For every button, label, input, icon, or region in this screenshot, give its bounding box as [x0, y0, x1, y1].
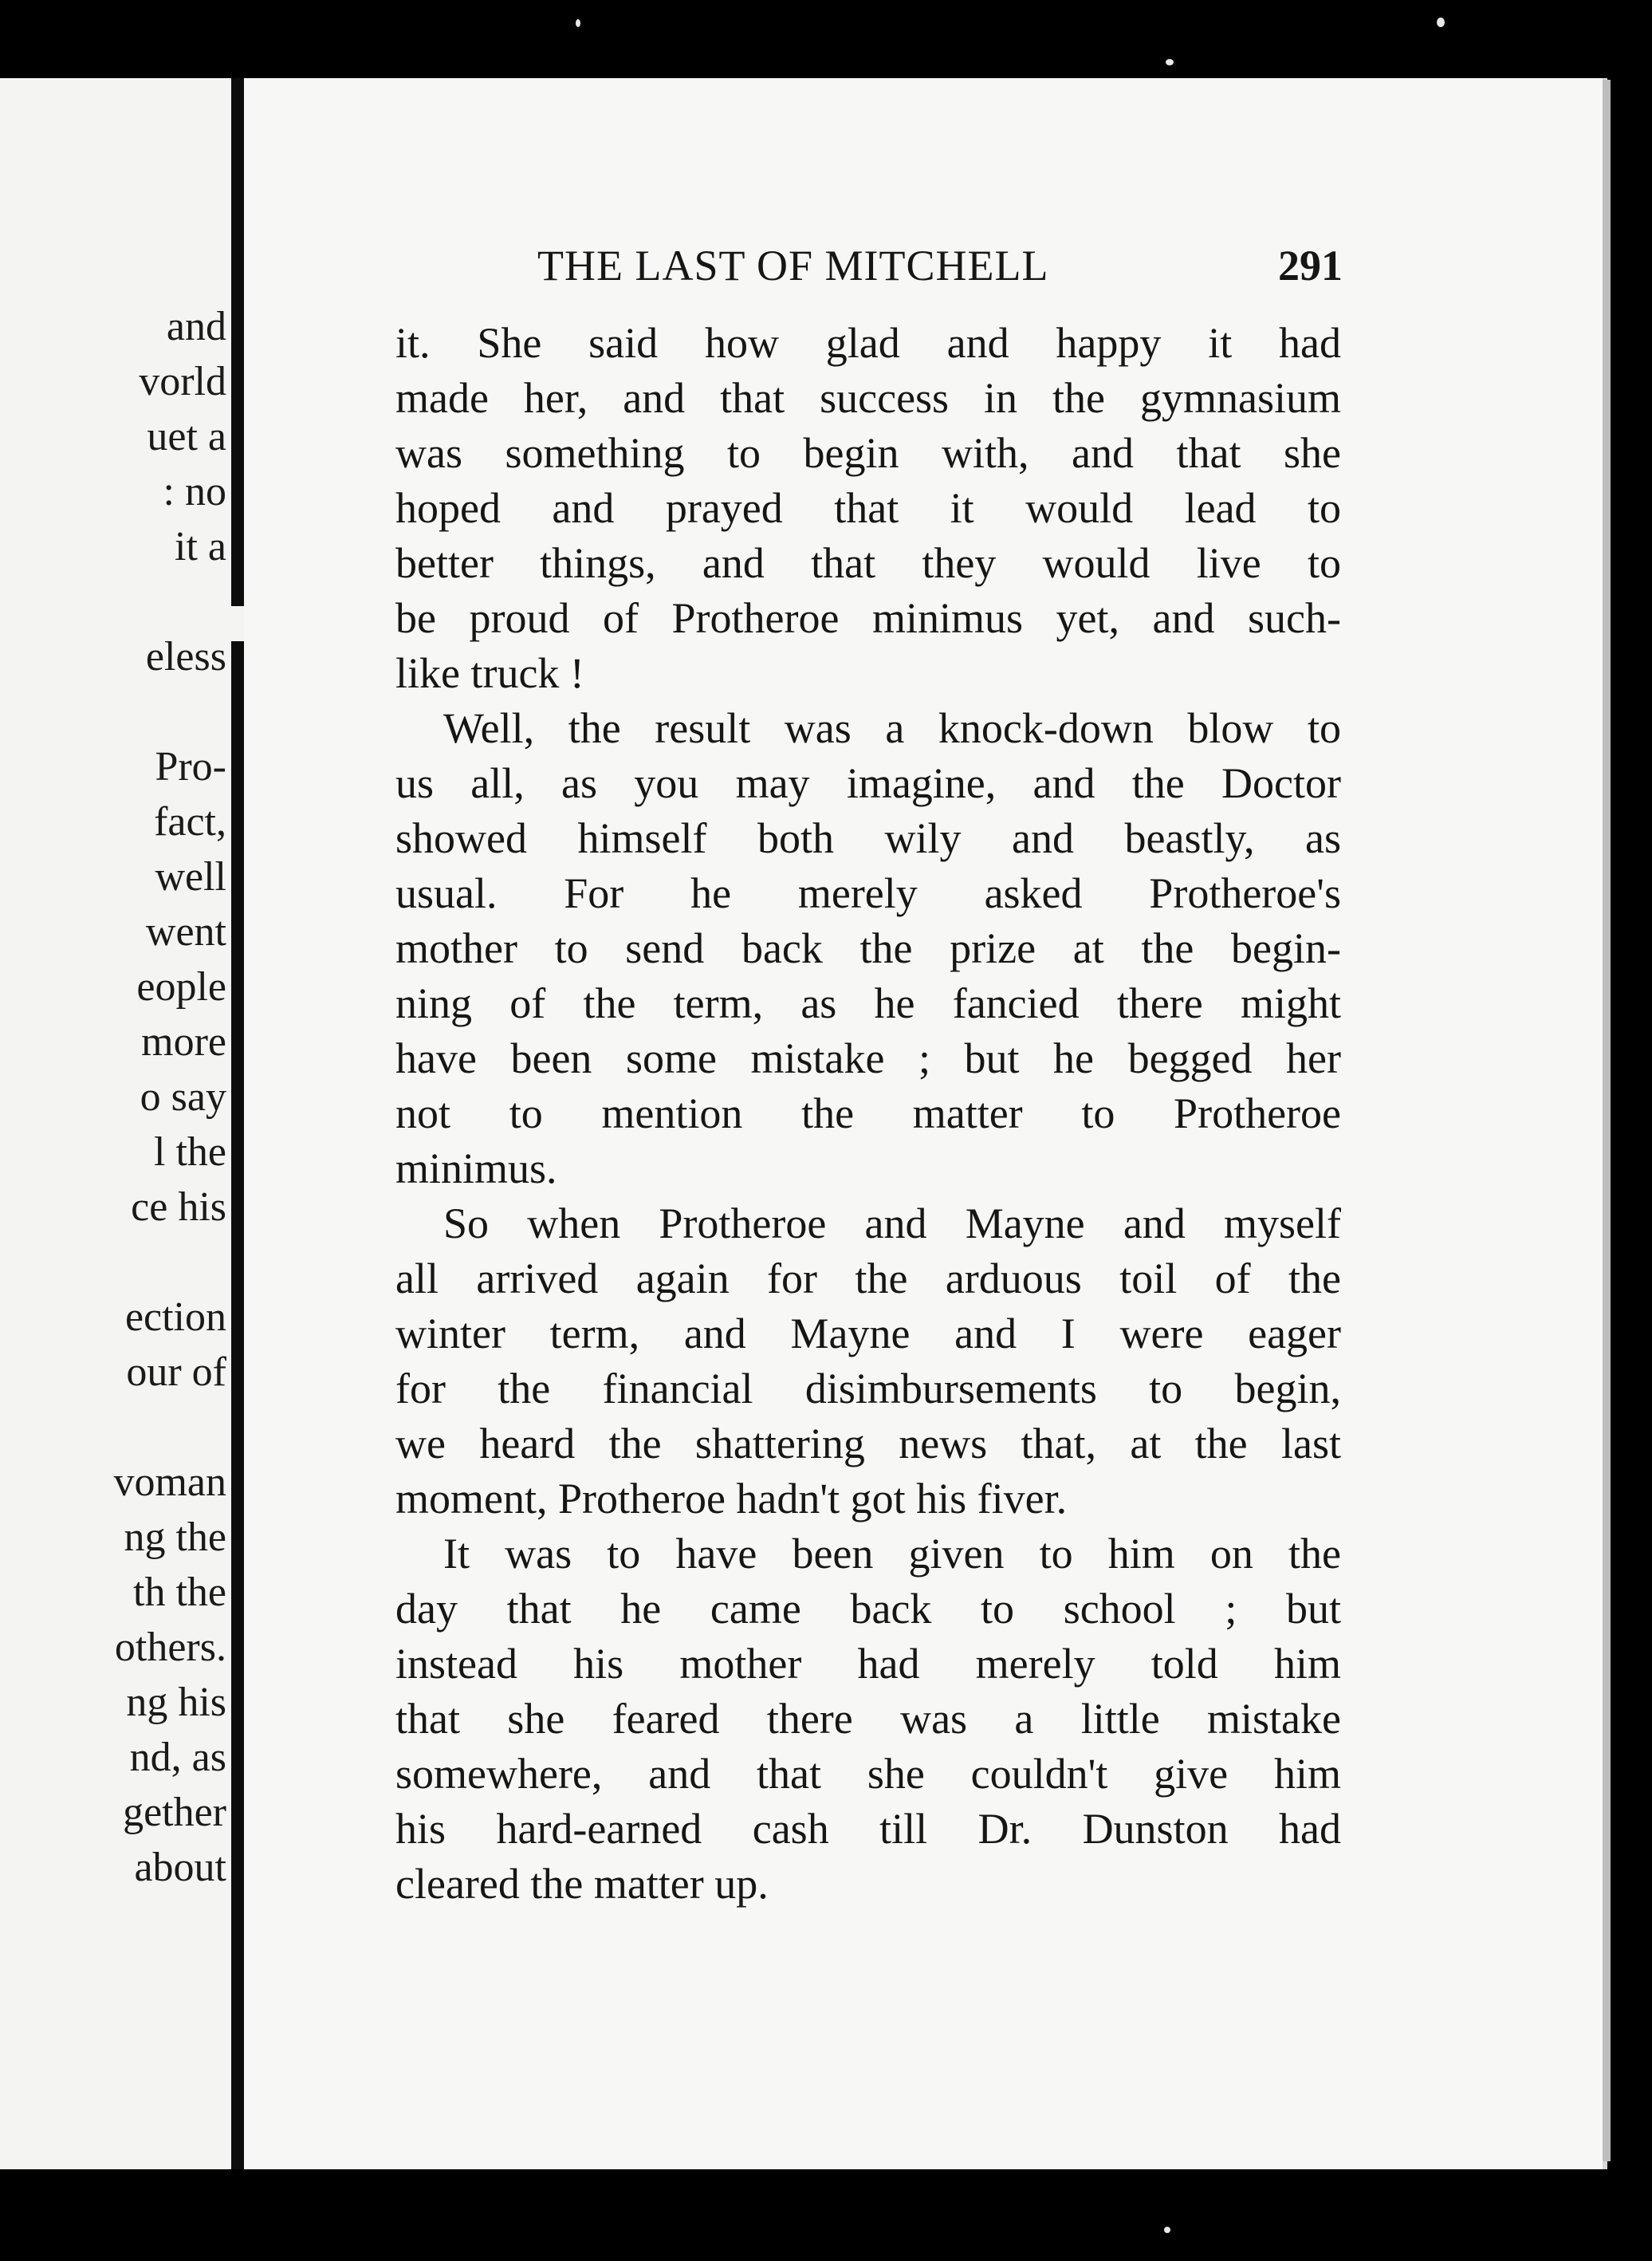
previous-page-line: vorld: [139, 359, 226, 404]
body-line: instead his mother had merely told him: [395, 1640, 1341, 1688]
previous-page-line: o say: [140, 1074, 226, 1120]
previous-page-line: ection: [124, 1294, 226, 1340]
body-line: cleared the matter up.: [395, 1860, 769, 1908]
book-gutter: [231, 78, 244, 2169]
previous-page-line: eless: [145, 634, 226, 679]
previous-page-line: ng his: [126, 1680, 226, 1725]
previous-page-line: about: [134, 1845, 226, 1890]
previous-page-line: more: [141, 1019, 226, 1065]
body-line: like truck !: [395, 649, 584, 697]
previous-page-line: uet a: [147, 414, 226, 459]
body-line: us all, as you may imagine, and the Doctor: [395, 759, 1341, 807]
previous-page-line: nd, as: [129, 1735, 226, 1780]
body-line: better things, and that they would live to: [395, 539, 1341, 587]
previous-page-line: our of: [126, 1349, 226, 1395]
body-line: hoped and prayed that it would lead to: [395, 484, 1341, 532]
body-line: Well, the result was a knock-down blow to: [443, 704, 1341, 752]
body-line: It was to have been given to him on the: [443, 1530, 1341, 1578]
previous-page-line: th the: [133, 1570, 226, 1615]
previous-page-line: l the: [154, 1129, 226, 1175]
body-line: for the financial disimbursements to begin,: [395, 1365, 1341, 1412]
running-head-title: THE LAST OF MITCHELL: [537, 242, 1049, 290]
scan-speck: [576, 19, 580, 27]
body-line: ning of the term, as he fancied there might: [395, 979, 1341, 1027]
body-line: somewhere, and that she couldn't give him: [395, 1750, 1341, 1798]
previous-page-line: went: [145, 909, 226, 955]
body-line: moment, Protheroe hadn't got his fiver.: [395, 1475, 1068, 1522]
body-line: all arrived again for the arduous toil of the: [395, 1255, 1341, 1302]
body-line: was something to begin with, and that she: [395, 429, 1341, 477]
body-line: it. She said how glad and happy it had: [395, 319, 1341, 367]
body-line: So when Protheroe and Mayne and myself: [443, 1199, 1341, 1247]
previous-page-line: : no: [163, 469, 226, 514]
previous-page-line: well: [155, 854, 226, 900]
previous-page-line: and: [166, 304, 226, 349]
body-line: mother to send back the prize at the begin-: [395, 924, 1341, 972]
previous-page-line: eople: [136, 964, 226, 1010]
scan-speck: [1437, 18, 1445, 27]
body-line: that she feared there was a little mistake: [395, 1695, 1341, 1743]
previous-page-line: Pro-: [155, 744, 226, 790]
previous-page-line: ce his: [131, 1184, 226, 1230]
body-line: be proud of Protheroe minimus yet, and such-: [395, 594, 1341, 642]
body-line: not to mention the matter to Protheroe: [395, 1089, 1341, 1137]
body-line: we heard the shattering news that, at the last: [395, 1420, 1341, 1467]
page-edge: [1603, 80, 1611, 2161]
previous-page-line: ng the: [124, 1515, 226, 1560]
gutter-notch: [231, 606, 244, 641]
page-number: 291: [1278, 242, 1343, 290]
body-line: winter term, and Mayne and I were eager: [395, 1310, 1341, 1357]
body-line: usual. For he merely asked Protheroe's: [395, 869, 1341, 917]
body-line: made her, and that success in the gymnasium: [395, 374, 1341, 422]
previous-page-line: it a: [175, 524, 226, 569]
body-line: his hard-earned cash till Dr. Dunston had: [395, 1805, 1341, 1853]
body-line: showed himself both wily and beastly, as: [395, 814, 1341, 862]
previous-page-line: fact,: [154, 799, 226, 845]
previous-page-fragment: [0, 78, 231, 2169]
running-head: [537, 238, 1343, 293]
previous-page-line: voman: [113, 1459, 226, 1505]
previous-page-line: gether: [123, 1790, 226, 1835]
body-line: day that he came back to school ; but: [395, 1585, 1341, 1633]
body-line: have been some mistake ; but he begged her: [395, 1034, 1341, 1082]
body-line: minimus.: [395, 1144, 557, 1192]
scan-speck: [1164, 2227, 1170, 2233]
previous-page-line: others.: [114, 1625, 226, 1670]
scan-speck: [1166, 59, 1174, 65]
